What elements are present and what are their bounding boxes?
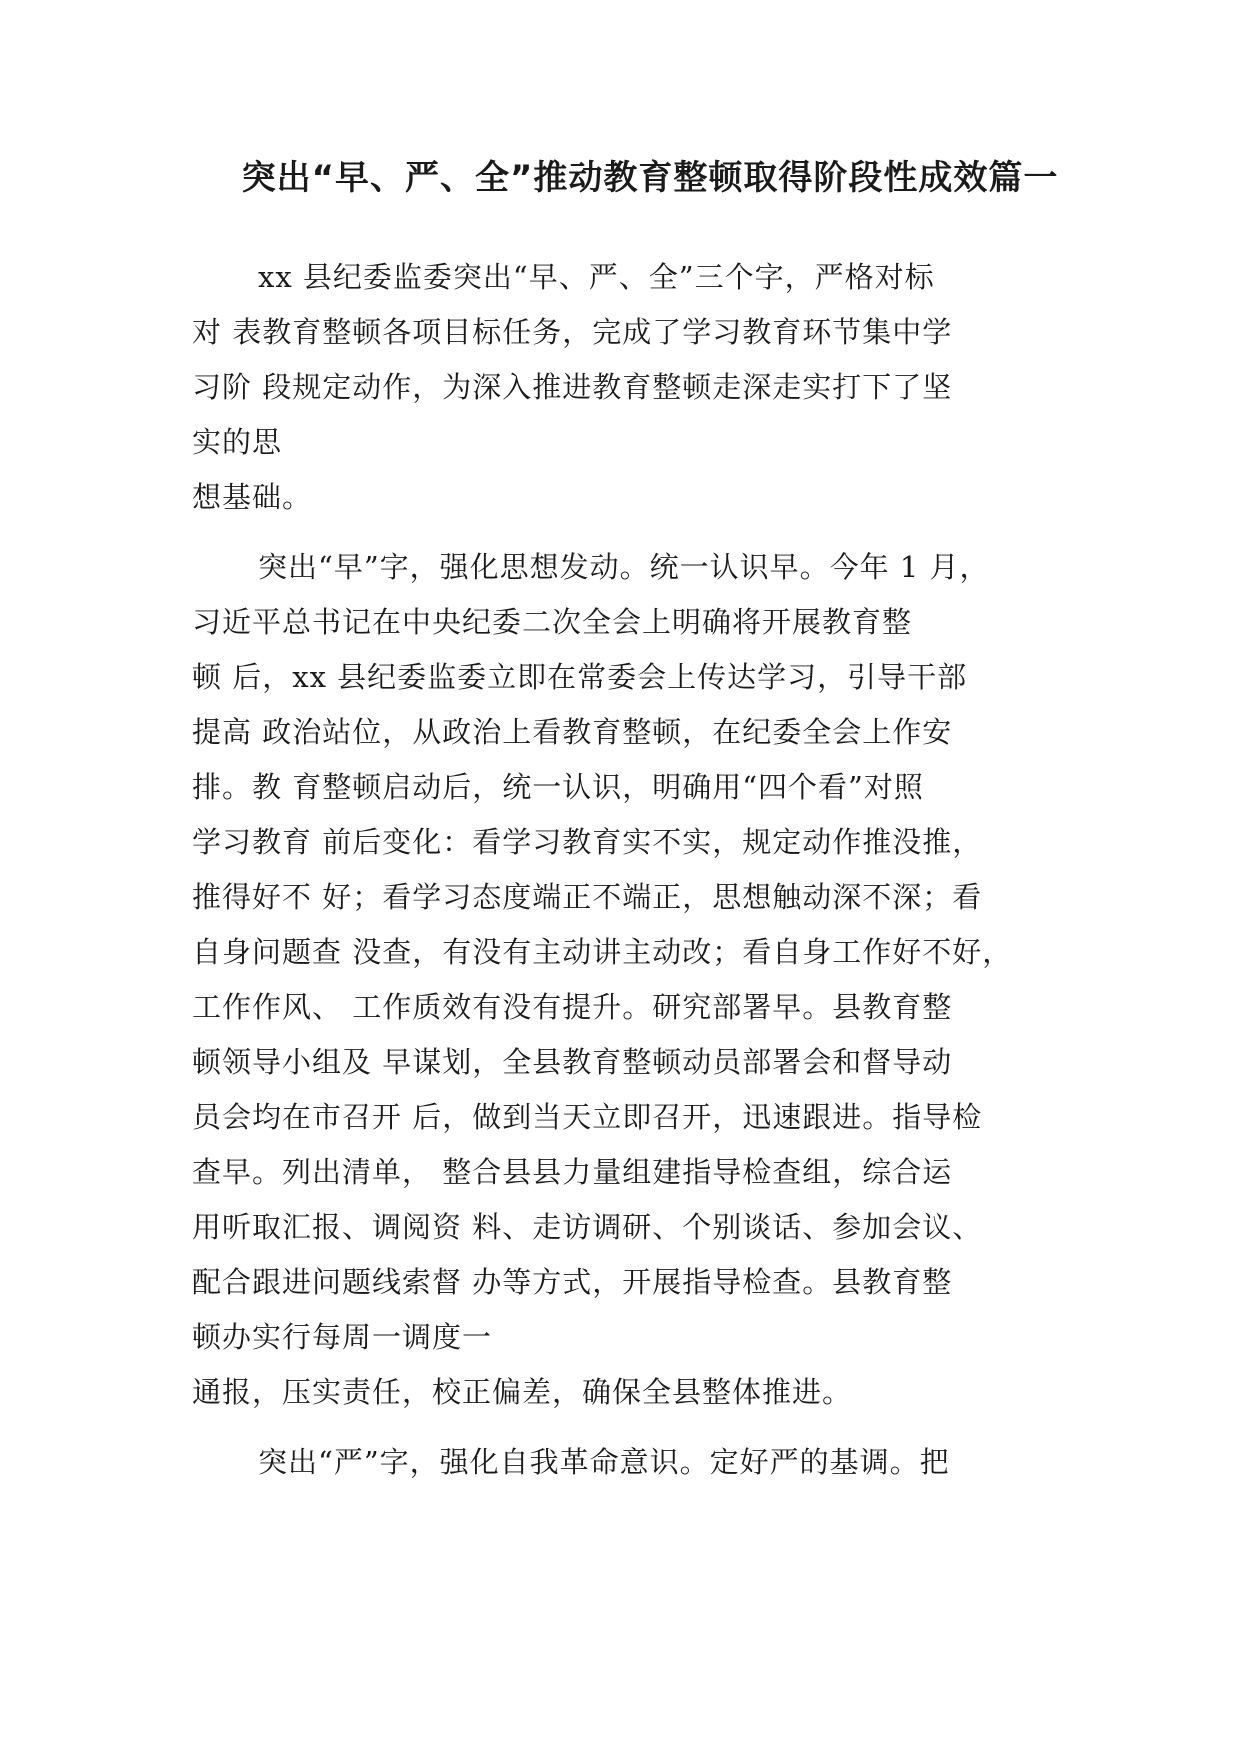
text-line: 突出“早”字，强化思想发动。统一认识早。今年 1 月， — [258, 550, 990, 584]
paragraph-early — [192, 540, 1072, 1420]
text-line: 突出“严”字，强化自我革命意识。定好严的基调。把 — [258, 1445, 950, 1479]
text-line: 习近平总书记在中央纪委二次全会上明确将开展教育整 — [192, 605, 913, 639]
text-line: 自身问题查 没查，有没有主动讲主动改；看自身工作好不好， — [192, 935, 1013, 969]
text-line: 用听取汇报、调阅资 料、走访调研、个别谈话、参加会议、 — [192, 1210, 983, 1244]
text-line: 提高 政治站位，从政治上看教育整顿，在纪委全会上作安 — [192, 715, 953, 749]
text-line: 对 表教育整顿各项目标任务，完成了学习教育环节集中学 — [192, 315, 953, 349]
text-line: 通报，压实责任，校正偏差，确保全县整体推进。 — [192, 1375, 853, 1409]
text-line: 顿 后，xx 县纪委监委立即在常委会上传达学习，引导干部 — [192, 660, 968, 694]
paragraph-intro — [192, 250, 1072, 525]
text-line: 顿领导小组及 早谋划，全县教育整顿动员部署会和督导动 — [192, 1045, 953, 1079]
text-line: 实的思 — [192, 425, 283, 459]
text-line: 习阶 段规定动作，为深入推进教育整顿走深走实打下了坚 — [192, 370, 953, 404]
text-line: 学习教育 前后变化：看学习教育实不实，规定动作推没推， — [192, 825, 983, 859]
text-line: xx 县纪委监委突出“早、严、全”三个字，严格对标 — [258, 260, 935, 294]
document-title: 突出“早、严、全”推动教育整顿取得阶段性成效篇一 — [241, 158, 1059, 198]
text-line: 工作作风、 工作质效有没有提升。研究部署早。县教育整 — [192, 990, 953, 1024]
paragraph-strict — [192, 1435, 1072, 1490]
text-line: 排。教 育整顿启动后，统一认识，明确用“四个看”对照 — [192, 770, 924, 804]
document-body — [192, 250, 1072, 1505]
text-line: 配合跟进问题线索督 办等方式，开展指导检查。县教育整 — [192, 1265, 953, 1299]
text-line: 推得好不 好；看学习态度端正不端正，思想触动深不深；看 — [192, 880, 983, 914]
text-line: 想基础。 — [192, 480, 313, 514]
text-line: 查早。列出清单， 整合县县力量组建指导检查组，综合运 — [192, 1155, 953, 1189]
text-line: 顿办实行每周一调度一 — [192, 1320, 493, 1354]
text-line: 员会均在市召开 后，做到当天立即召开，迅速跟进。指导检 — [192, 1100, 983, 1134]
